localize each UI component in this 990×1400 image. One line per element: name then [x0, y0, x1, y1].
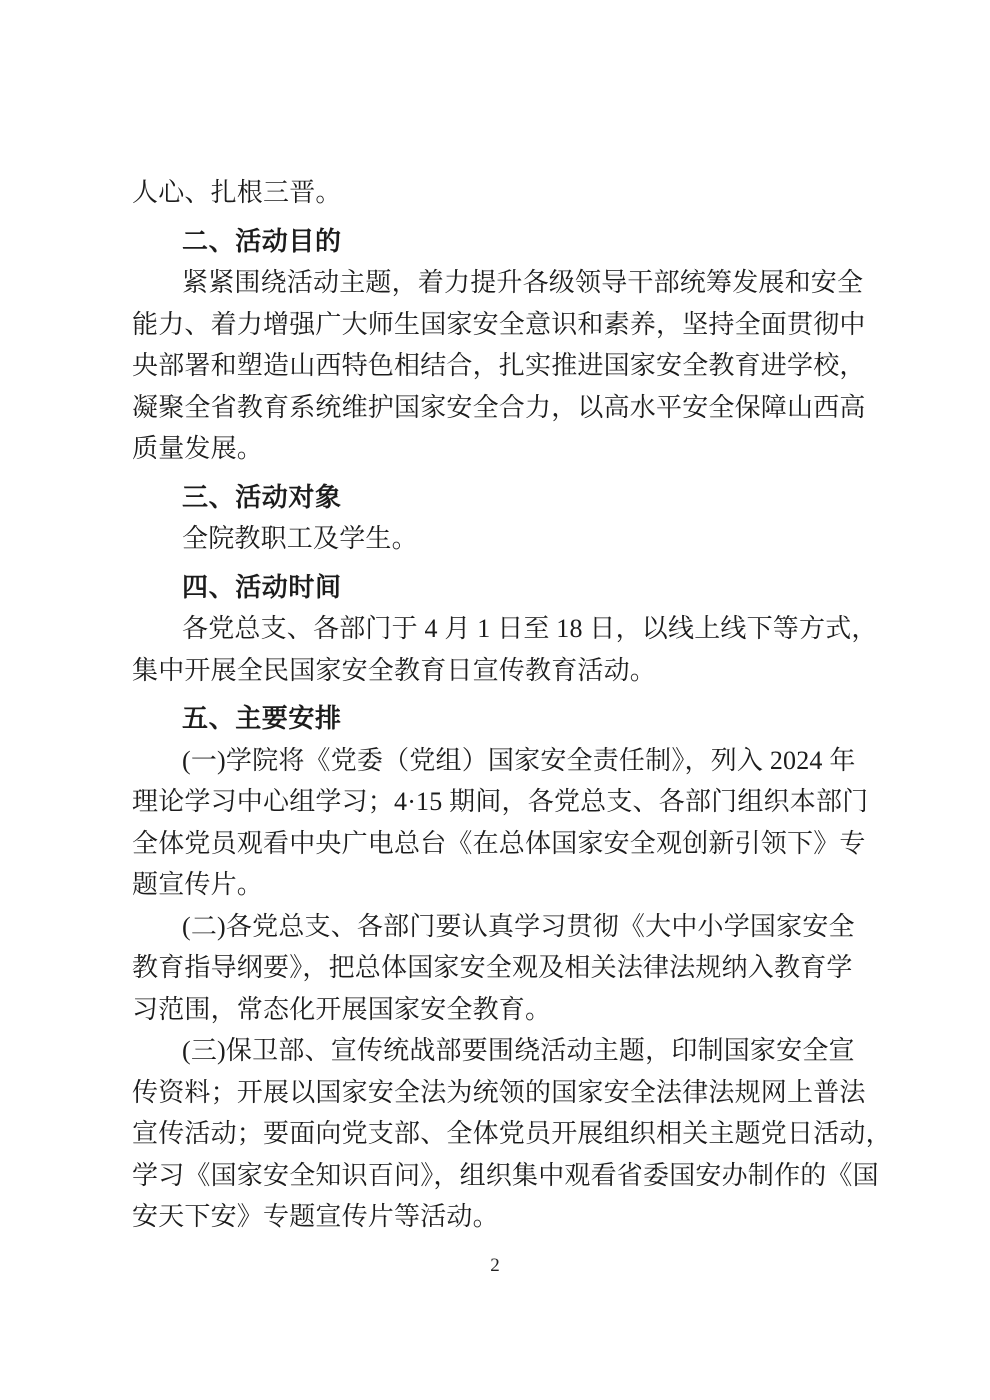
text-line: (二)各党总支、各部门要认真学习贯彻《大中小学国家安全: [182, 911, 855, 941]
text-line: 能力、着力增强广大师生国家安全意识和素养，坚持全面贯彻中: [132, 309, 866, 339]
text-line: 传资料；开展以国家安全法为统领的国家安全法律法规网上普法: [132, 1077, 866, 1107]
page-number-label: 2: [490, 1255, 500, 1276]
text-line: 人心、扎根三晋。: [132, 178, 342, 207]
heading-line: 五、主要安排: [182, 703, 342, 733]
heading-line: 四、活动时间: [182, 571, 342, 602]
text-line: 学习《国家安全知识百问》，组织集中观看省委国安办制作的《国: [132, 1160, 879, 1190]
heading-line: 二、活动目的: [182, 225, 342, 256]
text-line: 安天下安》专题宣传片等活动。: [132, 1202, 499, 1231]
text-line: 央部署和塑造山西特色相结合，扎实推进国家安全教育进学校，: [132, 351, 866, 380]
text-line: 习范围，常态化开展国家安全教育。: [132, 994, 552, 1024]
section-heading: [132, 698, 872, 740]
paragraph: [132, 906, 872, 1031]
text-line: 理论学习中心组学习；4·15 期间，各党总支、各部门组织本部门: [132, 787, 869, 816]
paragraph: [132, 740, 872, 906]
text-line: 宣传活动；要面向党支部、全体党员开展组织相关主题党日活动，: [132, 1119, 892, 1148]
text-line: 全院教职工及学生。: [182, 524, 418, 553]
paragraph: [132, 518, 872, 560]
heading-line: 三、活动对象: [182, 481, 342, 512]
text-line: 全体党员观看中央广电总台《在总体国家安全观创新引领下》专: [132, 828, 866, 858]
text-line: 各党总支、各部门于 4 月 1 日至 18 日，以线上线下等方式，: [182, 614, 878, 643]
text-line: 质量发展。: [132, 434, 264, 463]
document-body: [132, 172, 892, 1238]
paragraph: [132, 608, 878, 691]
text-line: 凝聚全省教育系统维护国家安全合力，以高水平安全保障山西高: [132, 392, 866, 422]
section-heading: [132, 221, 872, 263]
paragraph: [132, 1030, 892, 1238]
text-line: (一)学院将《党委（党组）国家安全责任制》，列入 2024 年: [182, 745, 856, 775]
section-heading: [132, 567, 872, 609]
text-line: 集中开展全民国家安全教育日宣传教育活动。: [132, 655, 657, 685]
paragraph: [132, 262, 872, 470]
paragraph: [132, 172, 872, 214]
text-line: 教育指导纲要》，把总体国家安全观及相关法律法规纳入教育学: [132, 953, 853, 982]
text-line: 题宣传片。: [132, 870, 264, 899]
text-line: 紧紧围绕活动主题，着力提升各级领导干部统筹发展和安全: [182, 268, 864, 297]
text-line: (三)保卫部、宣传统战部要围绕活动主题，印制国家安全宣: [182, 1036, 855, 1065]
section-heading: [132, 477, 872, 519]
